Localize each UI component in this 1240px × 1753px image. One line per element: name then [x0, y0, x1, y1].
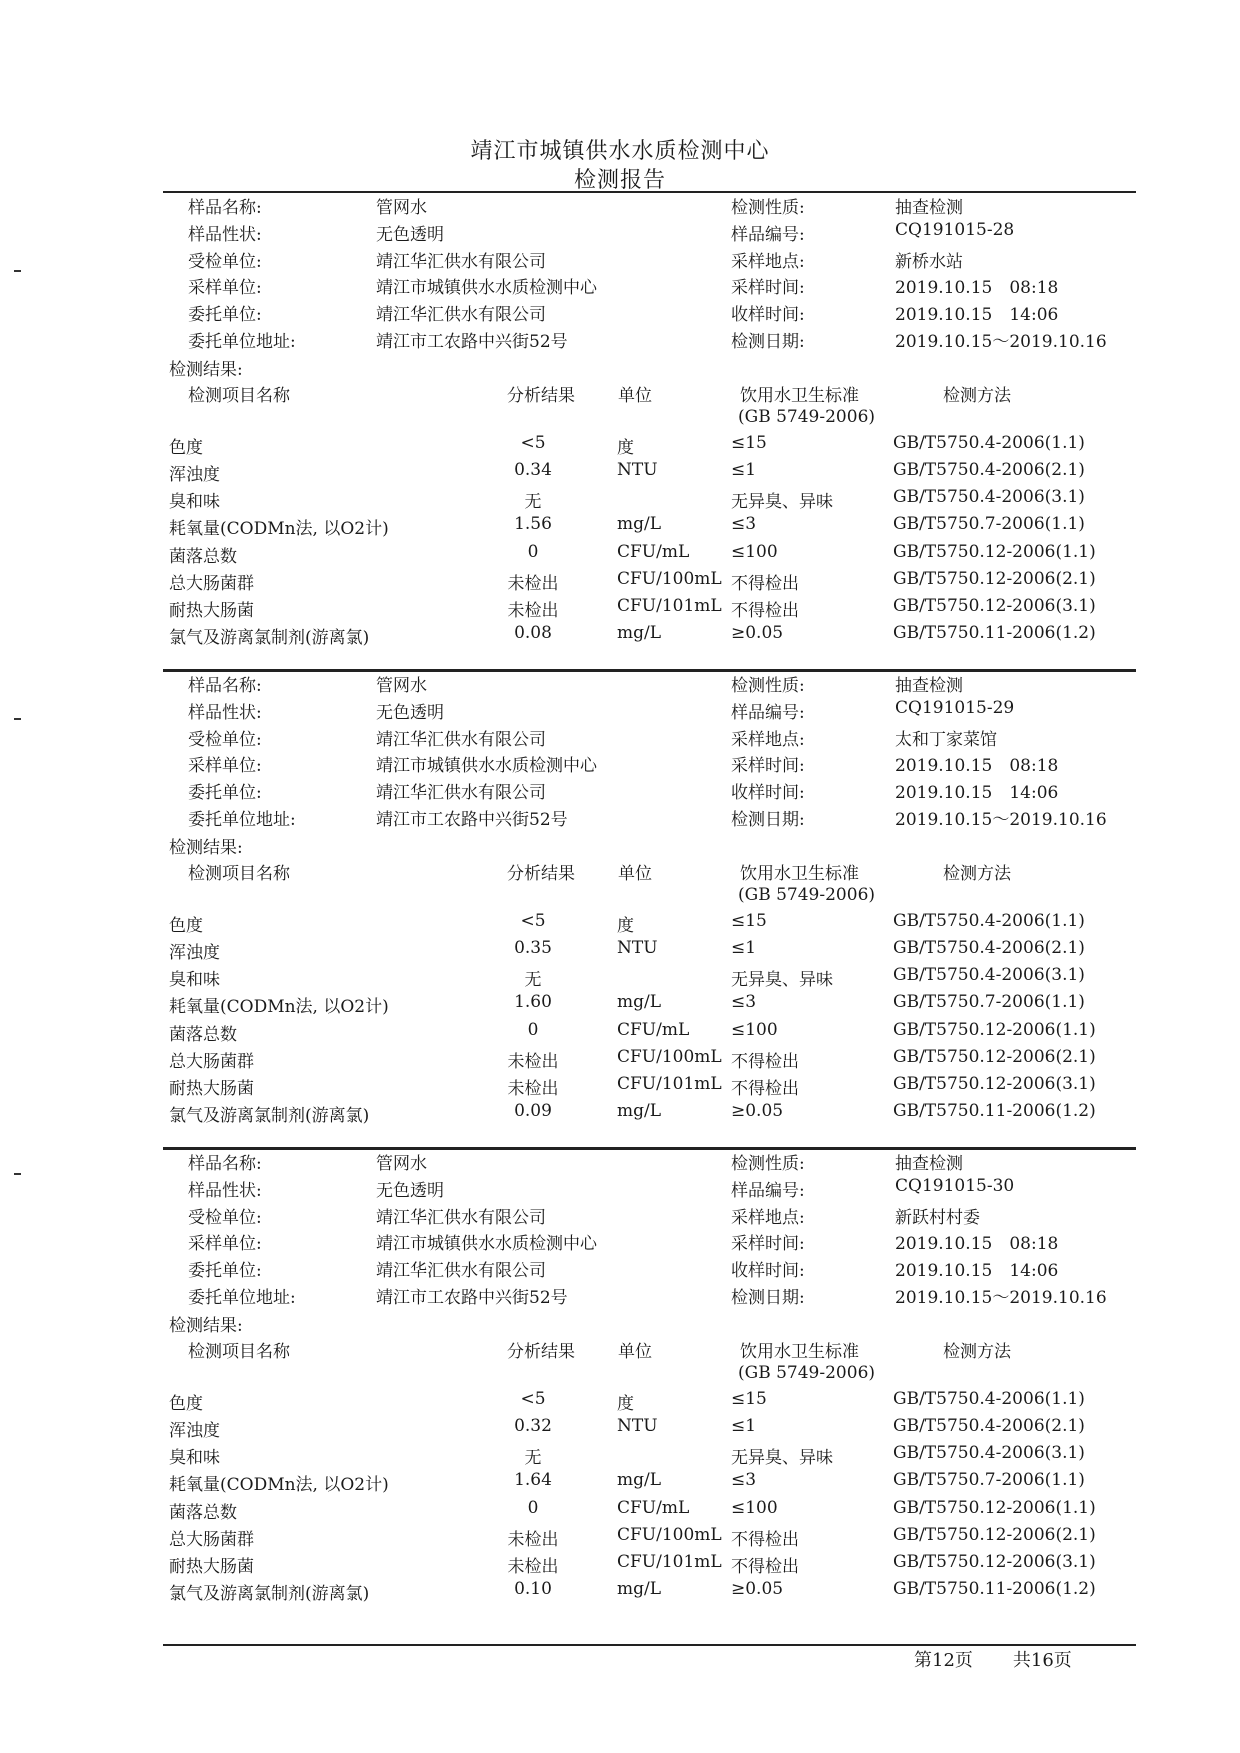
row-result: 1.64: [514, 1470, 552, 1491]
info-value-sampling-site: 太和丁家菜馆: [895, 729, 997, 750]
scan-mark: [14, 1173, 21, 1175]
info-label-receipt-time: 收样时间:: [731, 1261, 805, 1282]
row-item: 浑浊度: [169, 1421, 220, 1441]
info-label-test-type: 检测性质:: [731, 198, 805, 218]
info-value-sampling-unit: 靖江市城镇供水水质检测中心: [376, 1234, 597, 1255]
row-standard: ≤1: [731, 938, 757, 958]
info-value-sample-name: 管网水: [376, 1154, 427, 1174]
column-header-result: 分析结果: [507, 1341, 575, 1362]
column-header-unit: 单位: [618, 1341, 652, 1362]
info-label-client-address: 委托单位地址:: [188, 1288, 296, 1308]
info-value-sampling-site: 新桥水站: [895, 251, 963, 272]
row-standard: 无异臭、异味: [731, 970, 833, 991]
row-unit: NTU: [617, 460, 658, 480]
info-label-inspected-unit: 受检单位:: [188, 251, 262, 272]
row-standard: ≥0.05: [731, 1579, 784, 1600]
column-header-standard-code: (GB 5749-2006): [738, 884, 876, 905]
row-method: GB/T5750.4-2006(1.1): [893, 1388, 1085, 1409]
row-standard: 无异臭、异味: [731, 492, 833, 513]
info-label-sampling-unit: 采样单位:: [188, 1234, 262, 1255]
info-label-client-unit: 委托单位:: [188, 305, 262, 326]
row-method: GB/T5750.7-2006(1.1): [893, 1470, 1085, 1491]
row-standard: 不得检出: [731, 573, 799, 594]
report-title: 检测报告: [573, 168, 666, 193]
column-header-standard: 饮用水卫生标准: [740, 385, 859, 406]
row-method: GB/T5750.12-2006(3.1): [893, 1552, 1096, 1572]
info-value-inspected-unit: 靖江华汇供水有限公司: [376, 1207, 546, 1228]
row-item: 总大肠菌群: [169, 573, 254, 594]
row-standard: 不得检出: [731, 1557, 799, 1577]
row-result: <5: [520, 432, 546, 453]
row-result: 未检出: [507, 601, 559, 621]
column-header-unit: 单位: [618, 385, 652, 406]
column-header-standard-code: (GB 5749-2006): [738, 1362, 876, 1383]
row-unit: CFU/mL: [617, 541, 690, 562]
row-unit: CFU/101mL: [617, 1552, 722, 1572]
row-item: 菌落总数: [169, 1502, 237, 1523]
row-method: GB/T5750.4-2006(2.1): [893, 1416, 1085, 1436]
row-item: 氯气及游离氯制剂(游离氯): [169, 1106, 370, 1127]
info-value-client-unit: 靖江华汇供水有限公司: [376, 1261, 546, 1282]
row-item: 耗氧量(CODMn法, 以O2计): [169, 519, 389, 540]
row-method: GB/T5750.7-2006(1.1): [893, 514, 1085, 535]
row-standard: ≤3: [731, 1470, 757, 1491]
info-value-inspected-unit: 靖江华汇供水有限公司: [376, 251, 546, 272]
row-result: 0.09: [514, 1101, 552, 1122]
info-value-client-address: 靖江市工农路中兴街52号: [376, 332, 568, 352]
info-value-sample-nature: 无色透明: [376, 1180, 444, 1201]
row-result: <5: [520, 910, 546, 931]
row-method: GB/T5750.12-2006(1.1): [893, 1497, 1096, 1518]
results-label: 检测结果:: [169, 837, 243, 858]
row-method: GB/T5750.12-2006(1.1): [893, 541, 1096, 562]
row-standard: ≤1: [731, 460, 757, 480]
info-label-sample-nature: 样品性状:: [188, 224, 262, 245]
info-label-inspected-unit: 受检单位:: [188, 1207, 262, 1228]
row-item: 浑浊度: [169, 465, 220, 485]
row-item: 耐热大肠菌: [169, 1557, 254, 1577]
results-label: 检测结果:: [169, 1315, 243, 1336]
row-item: 色度: [169, 915, 203, 936]
info-value-test-date: 2019.10.15～2019.10.16: [895, 332, 1107, 352]
row-unit: mg/L: [617, 514, 662, 535]
info-value-sampling-unit: 靖江市城镇供水水质检测中心: [376, 756, 597, 777]
info-label-sample-nature: 样品性状:: [188, 1180, 262, 1201]
section-divider: [163, 1147, 1136, 1150]
column-header-item: 检测项目名称: [188, 385, 290, 406]
row-item: 总大肠菌群: [169, 1529, 254, 1550]
row-item: 菌落总数: [169, 546, 237, 567]
info-value-sample-no: CQ191015-29: [895, 697, 1015, 718]
row-item: 耗氧量(CODMn法, 以O2计): [169, 1475, 389, 1496]
info-value-test-date: 2019.10.15～2019.10.16: [895, 810, 1107, 830]
info-value-receipt-time: 2019.10.15 14:06: [895, 783, 1059, 804]
row-item: 氯气及游离氯制剂(游离氯): [169, 628, 370, 649]
info-label-sample-name: 样品名称:: [188, 676, 262, 696]
info-value-sample-name: 管网水: [376, 676, 427, 696]
row-item: 浑浊度: [169, 943, 220, 963]
row-standard: ≤100: [731, 1019, 778, 1040]
row-item: 耗氧量(CODMn法, 以O2计): [169, 997, 389, 1018]
row-standard: ≤100: [731, 541, 778, 562]
row-standard: 无异臭、异味: [731, 1448, 833, 1469]
info-label-receipt-time: 收样时间:: [731, 305, 805, 326]
column-header-method: 检测方法: [943, 863, 1011, 884]
row-result: 未检出: [507, 1079, 559, 1099]
row-item: 臭和味: [169, 970, 220, 991]
page-number: 第12页: [914, 1650, 973, 1671]
row-result: 1.60: [514, 992, 552, 1013]
info-label-sampling-site: 采样地点:: [731, 251, 805, 272]
row-result: 0.35: [514, 938, 552, 958]
row-result: 未检出: [507, 1557, 559, 1577]
info-label-client-unit: 委托单位:: [188, 1261, 262, 1282]
row-standard: ≤3: [731, 992, 757, 1013]
column-header-standard-code: (GB 5749-2006): [738, 406, 876, 427]
row-method: GB/T5750.4-2006(2.1): [893, 460, 1085, 480]
row-item: 耐热大肠菌: [169, 1079, 254, 1099]
row-unit: CFU/mL: [617, 1019, 690, 1040]
info-label-test-date: 检测日期:: [731, 810, 805, 830]
row-method: GB/T5750.12-2006(1.1): [893, 1019, 1096, 1040]
row-standard: 不得检出: [731, 1051, 799, 1072]
row-standard: ≤100: [731, 1497, 778, 1518]
row-result: 0: [527, 1497, 539, 1518]
column-header-unit: 单位: [618, 863, 652, 884]
row-result: 0: [527, 1019, 539, 1040]
info-value-receipt-time: 2019.10.15 14:06: [895, 1261, 1059, 1282]
row-standard: ≤15: [731, 910, 767, 931]
page-total: 共16页: [1012, 1650, 1072, 1671]
column-header-item: 检测项目名称: [188, 1341, 290, 1362]
row-item: 氯气及游离氯制剂(游离氯): [169, 1584, 370, 1605]
section-divider: [163, 191, 1136, 193]
row-result: 1.56: [514, 514, 552, 535]
info-value-sampling-time: 2019.10.15 08:18: [895, 756, 1059, 777]
info-label-sampling-time: 采样时间:: [731, 278, 805, 299]
info-label-sampling-site: 采样地点:: [731, 729, 805, 750]
row-unit: CFU/100mL: [617, 1524, 722, 1545]
row-result: 0.34: [514, 460, 552, 480]
info-label-sample-nature: 样品性状:: [188, 702, 262, 723]
row-unit: 度: [617, 1393, 634, 1414]
row-method: GB/T5750.4-2006(2.1): [893, 938, 1085, 958]
info-label-client-address: 委托单位地址:: [188, 332, 296, 352]
row-method: GB/T5750.11-2006(1.2): [893, 1101, 1096, 1122]
row-item: 菌落总数: [169, 1024, 237, 1045]
row-result: 未检出: [507, 1529, 559, 1550]
row-item: 色度: [169, 437, 203, 458]
row-result: 未检出: [507, 1051, 559, 1072]
row-unit: mg/L: [617, 1470, 662, 1491]
info-value-client-address: 靖江市工农路中兴街52号: [376, 810, 568, 830]
info-label-test-type: 检测性质:: [731, 676, 805, 696]
info-label-test-type: 检测性质:: [731, 1154, 805, 1174]
page-footer: [914, 1646, 1072, 1672]
info-label-test-date: 检测日期:: [731, 1288, 805, 1308]
info-label-sample-name: 样品名称:: [188, 198, 262, 218]
row-result: 0.10: [514, 1579, 552, 1600]
info-value-test-type: 抽查检测: [895, 198, 963, 218]
row-method: GB/T5750.12-2006(2.1): [893, 1046, 1096, 1067]
row-method: GB/T5750.12-2006(3.1): [893, 596, 1096, 616]
row-result: 0.08: [514, 623, 552, 644]
row-standard: 不得检出: [731, 601, 799, 621]
info-value-sample-name: 管网水: [376, 198, 427, 218]
info-value-sample-no: CQ191015-28: [895, 219, 1015, 240]
info-value-sampling-site: 新跃村村委: [895, 1207, 980, 1228]
info-label-sampling-site: 采样地点:: [731, 1207, 805, 1228]
row-standard: 不得检出: [731, 1079, 799, 1099]
column-header-standard: 饮用水卫生标准: [740, 863, 859, 884]
info-value-sampling-time: 2019.10.15 08:18: [895, 1234, 1059, 1255]
row-unit: mg/L: [617, 623, 662, 644]
row-unit: NTU: [617, 1416, 658, 1436]
row-unit: CFU/mL: [617, 1497, 690, 1518]
info-label-test-date: 检测日期:: [731, 332, 805, 352]
row-method: GB/T5750.12-2006(2.1): [893, 1524, 1096, 1545]
column-header-result: 分析结果: [507, 385, 575, 406]
row-standard: ≤3: [731, 514, 757, 535]
info-label-sampling-time: 采样时间:: [731, 756, 805, 777]
row-standard: ≥0.05: [731, 1101, 784, 1122]
info-label-inspected-unit: 受检单位:: [188, 729, 262, 750]
row-unit: mg/L: [617, 1579, 662, 1600]
row-unit: mg/L: [617, 992, 662, 1013]
info-value-sampling-unit: 靖江市城镇供水水质检测中心: [376, 278, 597, 299]
row-unit: mg/L: [617, 1101, 662, 1122]
row-unit: CFU/100mL: [617, 568, 722, 589]
row-standard: ≤15: [731, 1388, 767, 1409]
info-label-sample-no: 样品编号:: [731, 224, 805, 245]
info-value-inspected-unit: 靖江华汇供水有限公司: [376, 729, 546, 750]
column-header-standard: 饮用水卫生标准: [740, 1341, 859, 1362]
row-method: GB/T5750.4-2006(1.1): [893, 432, 1085, 453]
column-header-method: 检测方法: [943, 1341, 1011, 1362]
row-standard: ≥0.05: [731, 623, 784, 644]
row-standard: 不得检出: [731, 1529, 799, 1550]
row-result: 0: [527, 541, 539, 562]
row-item: 色度: [169, 1393, 203, 1414]
row-method: GB/T5750.11-2006(1.2): [893, 623, 1096, 644]
row-unit: CFU/101mL: [617, 596, 722, 616]
row-item: 臭和味: [169, 1448, 220, 1469]
row-method: GB/T5750.12-2006(2.1): [893, 568, 1096, 589]
row-result: <5: [520, 1388, 546, 1409]
row-unit: NTU: [617, 938, 658, 958]
info-value-receipt-time: 2019.10.15 14:06: [895, 305, 1059, 326]
info-value-test-date: 2019.10.15～2019.10.16: [895, 1288, 1107, 1308]
row-method: GB/T5750.4-2006(3.1): [893, 1443, 1085, 1464]
section-divider: [163, 669, 1136, 672]
center-name: 靖江市城镇供水水质检测中心: [470, 139, 770, 164]
info-value-sample-no: CQ191015-30: [895, 1175, 1015, 1196]
scan-mark: [14, 270, 21, 272]
row-result: 0.32: [514, 1416, 552, 1436]
info-value-test-type: 抽查检测: [895, 1154, 963, 1174]
row-item: 总大肠菌群: [169, 1051, 254, 1072]
column-header-result: 分析结果: [507, 863, 575, 884]
row-method: GB/T5750.4-2006(3.1): [893, 487, 1085, 508]
column-header-item: 检测项目名称: [188, 863, 290, 884]
info-label-client-unit: 委托单位:: [188, 783, 262, 804]
info-label-sampling-unit: 采样单位:: [188, 278, 262, 299]
info-value-sampling-time: 2019.10.15 08:18: [895, 278, 1059, 299]
row-result: 无: [524, 970, 542, 991]
row-method: GB/T5750.12-2006(3.1): [893, 1074, 1096, 1094]
info-label-sample-no: 样品编号:: [731, 1180, 805, 1201]
row-method: GB/T5750.7-2006(1.1): [893, 992, 1085, 1013]
row-standard: ≤15: [731, 432, 767, 453]
info-value-sample-nature: 无色透明: [376, 224, 444, 245]
info-label-sampling-time: 采样时间:: [731, 1234, 805, 1255]
row-unit: CFU/100mL: [617, 1046, 722, 1067]
info-label-client-address: 委托单位地址:: [188, 810, 296, 830]
info-value-test-type: 抽查检测: [895, 676, 963, 696]
info-value-sample-nature: 无色透明: [376, 702, 444, 723]
row-result: 未检出: [507, 573, 559, 594]
row-method: GB/T5750.11-2006(1.2): [893, 1579, 1096, 1600]
row-method: GB/T5750.4-2006(1.1): [893, 910, 1085, 931]
row-unit: 度: [617, 437, 634, 458]
info-label-receipt-time: 收样时间:: [731, 783, 805, 804]
row-method: GB/T5750.4-2006(3.1): [893, 965, 1085, 986]
info-value-client-unit: 靖江华汇供水有限公司: [376, 305, 546, 326]
info-label-sample-name: 样品名称:: [188, 1154, 262, 1174]
scan-mark: [14, 718, 21, 720]
info-label-sampling-unit: 采样单位:: [188, 756, 262, 777]
row-unit: CFU/101mL: [617, 1074, 722, 1094]
results-label: 检测结果:: [169, 359, 243, 380]
column-header-method: 检测方法: [943, 385, 1011, 406]
row-unit: 度: [617, 915, 634, 936]
info-label-sample-no: 样品编号:: [731, 702, 805, 723]
row-standard: ≤1: [731, 1416, 757, 1436]
info-value-client-address: 靖江市工农路中兴街52号: [376, 1288, 568, 1308]
row-result: 无: [524, 1448, 542, 1469]
row-item: 臭和味: [169, 492, 220, 513]
row-item: 耐热大肠菌: [169, 601, 254, 621]
info-value-client-unit: 靖江华汇供水有限公司: [376, 783, 546, 804]
row-result: 无: [524, 492, 542, 513]
